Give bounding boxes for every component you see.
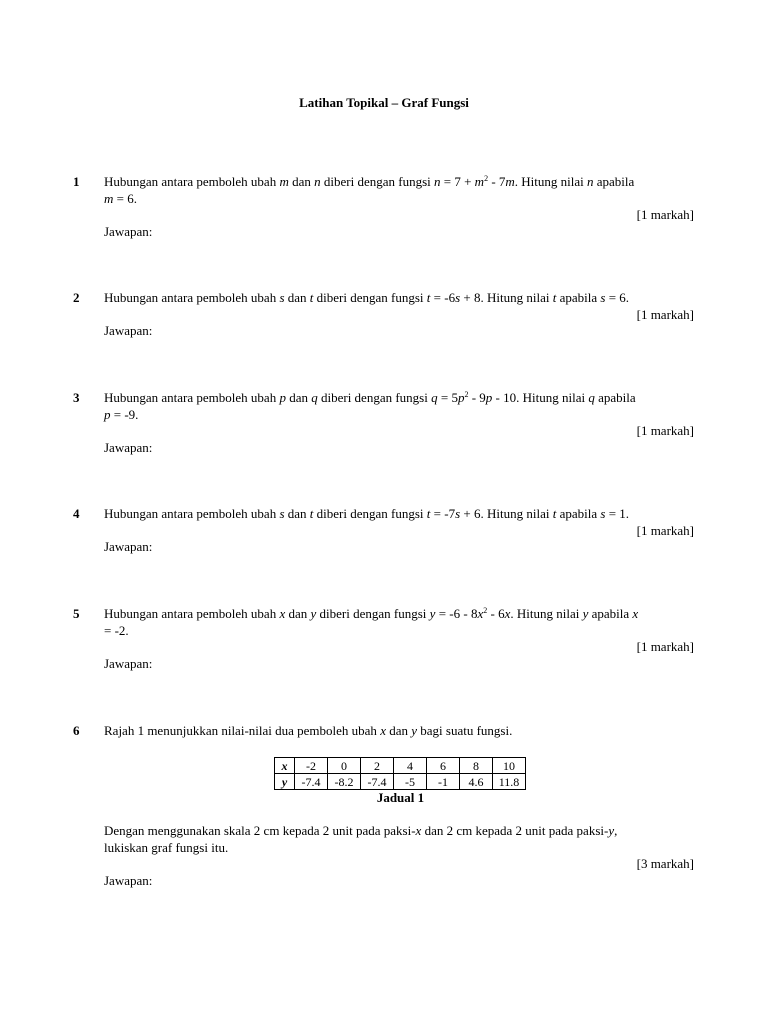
table-cell: -1 — [427, 774, 460, 790]
table-cell: 2 — [361, 758, 394, 774]
table-row-y — [275, 774, 526, 790]
question-body — [104, 506, 694, 556]
question-text: Hubungan antara pemboleh ubah s dan t diberi dengan fungsi t = -7s + 6. Hitung nilai t apabila s = 1. — [104, 506, 630, 521]
page-title: Latihan Topikal – Graf Fungsi — [299, 95, 469, 110]
answer-label: Jawapan: — [104, 223, 153, 239]
question-number: 5 — [73, 606, 80, 621]
question-body — [104, 390, 694, 456]
question-text: Hubungan antara pemboleh ubah m dan n diberi dengan fungsi $n = 7 + m^2 - 7m$. Hitung nilai n apabila m = 6. — [104, 174, 635, 206]
question-text: Hubungan antara pemboleh ubah s dan t diberi dengan fungsi t = -6s + 8. Hitung nilai t apabila s = 6. — [104, 290, 630, 305]
answer-label: Jawapan: — [104, 439, 153, 455]
table-cell: -5 — [394, 774, 427, 790]
question-body — [104, 723, 694, 740]
answer-label: Jawapan: — [104, 872, 153, 888]
table-row-x — [275, 758, 526, 774]
question-text: Dengan menggunakan skala 2 cm kepada 2 unit pada paksi-x dan 2 cm kepada 2 unit pada paksi-y, lukiskan graf fungsi itu. — [104, 823, 618, 855]
table-cell: 11.8 — [493, 774, 526, 790]
table-cell: 4 — [394, 758, 427, 774]
answer-label: Jawapan: — [104, 323, 153, 338]
table-cell: 4.6 — [460, 774, 493, 790]
answer-label: Jawapan: — [104, 655, 153, 671]
marks-label: [1 markah] — [636, 306, 694, 322]
table-caption: Jadual 1 — [376, 790, 425, 805]
question-body — [104, 174, 694, 240]
table-cell: -8.2 — [328, 774, 361, 790]
data-table — [274, 757, 526, 790]
question-number: 4 — [73, 506, 80, 521]
question-number: 2 — [73, 290, 80, 305]
marks-label: [3 markah] — [636, 856, 694, 871]
question-number: 3 — [73, 390, 80, 405]
question-text: Hubungan antara pemboleh ubah p dan q diberi dengan fungsi $q = 5p^2 - 9p - 10$. Hitung nilai q apabila p = -9. — [104, 390, 636, 422]
table-cell: 10 — [493, 758, 526, 774]
table-header-y: y — [275, 774, 295, 790]
table-header-x: x — [275, 758, 295, 774]
question-body — [104, 290, 694, 340]
marks-label: [1 markah] — [636, 522, 694, 538]
question-intro: Rajah 1 menunjukkan nilai-nilai dua pemboleh ubah x dan y bagi suatu fungsi. — [104, 723, 513, 738]
table-cell: 0 — [328, 758, 361, 774]
question-number: 1 — [73, 174, 80, 189]
table-cell: -2 — [295, 758, 328, 774]
table-cell: 8 — [460, 758, 493, 774]
table-cell: -7.4 — [295, 774, 328, 790]
question-text: Hubungan antara pemboleh ubah x dan y diberi dengan fungsi $y = -6 - 8x^2 - 6x$. Hitung nilai y apabila x = -2. — [104, 606, 639, 638]
marks-label: [1 markah] — [636, 423, 694, 438]
answer-label: Jawapan: — [104, 539, 153, 554]
table-cell: -7.4 — [361, 774, 394, 790]
marks-label: [1 markah] — [636, 639, 694, 654]
question-number: 6 — [73, 723, 80, 738]
table-cell: 6 — [427, 758, 460, 774]
question-body — [104, 606, 694, 672]
question-body — [104, 823, 694, 889]
marks-label: [1 markah] — [636, 207, 694, 222]
